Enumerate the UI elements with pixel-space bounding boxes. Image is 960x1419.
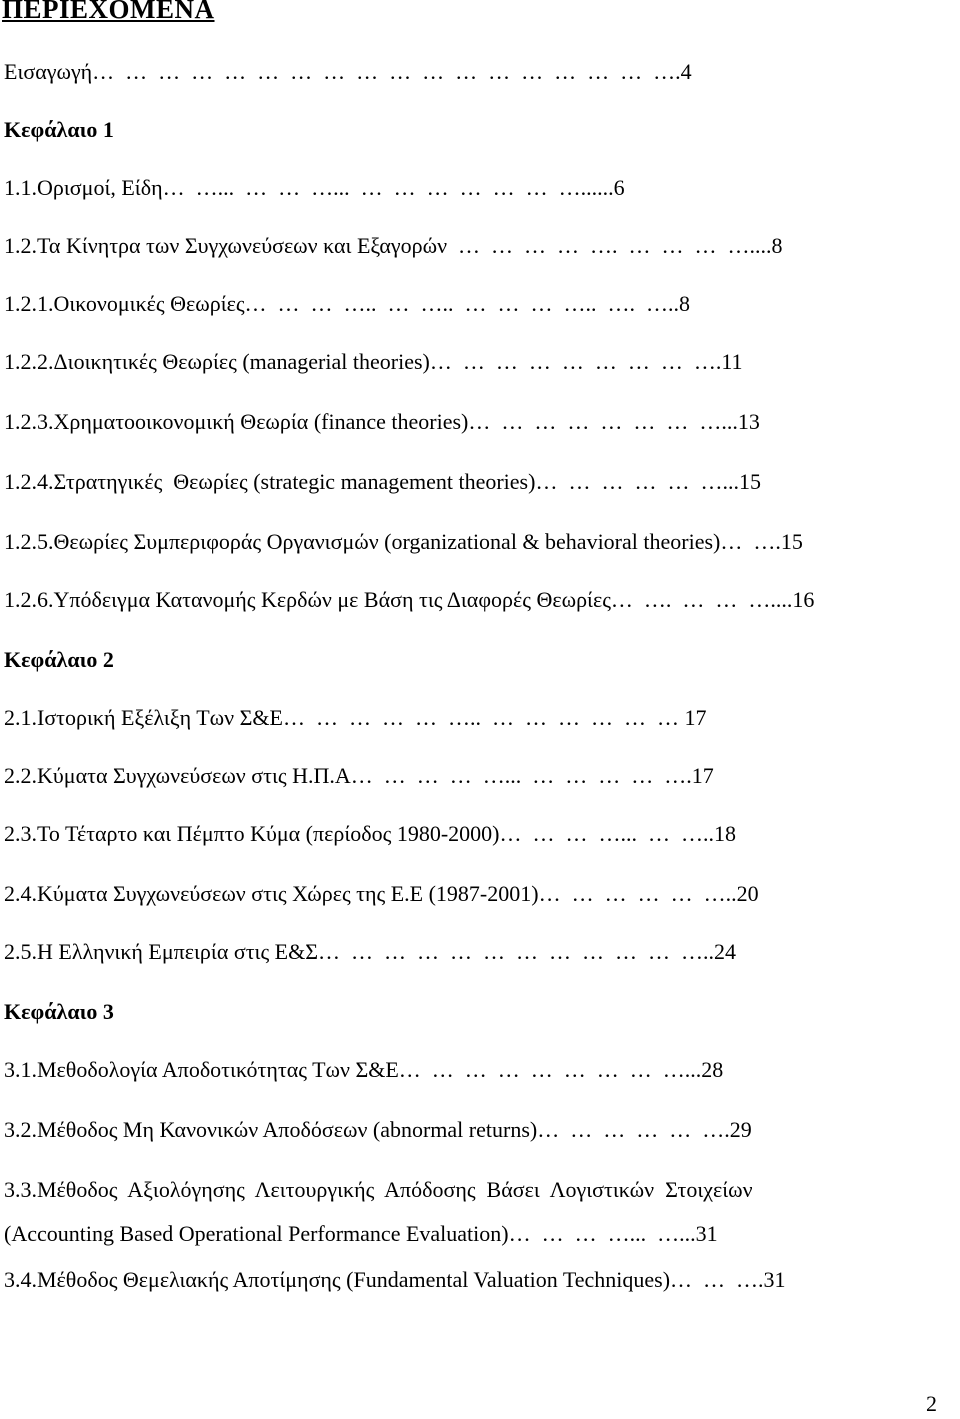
toc-entry-3-3: 3.3.Μέθοδος Αξιολόγησης Λειτουργικής Απόδοσης Βάσει Λογιστικών Στοιχείων: [4, 1177, 753, 1202]
toc-entry-1-2: 1.2.Τα Κίνητρα των Συγχωνεύσεων και Εξαγορών … … … … …. … … … …....8: [4, 233, 783, 258]
toc-entry-2-1: 2.1.Ιστορική Εξέλιξη Των Σ&Ε… … … … … ….. … … … … … … 17: [4, 705, 707, 730]
chapter-heading-1: Κεφάλαιο 1: [4, 117, 114, 142]
toc-entry-1-2-1: 1.2.1.Οικονομικές Θεωρίες… … … ….. … ….. … … … ….. …. …..8: [4, 291, 691, 316]
toc-entry-2-5: 2.5.Η Ελληνική Εμπειρία στις Ε&Σ… … … … … … … … … … … …..24: [4, 939, 737, 964]
toc-entry-1-2-5: 1.2.5.Θεωρίες Συμπεριφοράς Οργανισμών (organizational & behavioral theories)… ….15: [4, 529, 803, 554]
toc-entry-1-2-3: 1.2.3.Χρηματοοικονομική Θεωρία (finance theories)… … … … … … … …...13: [4, 409, 760, 434]
toc-entry-3-2: 3.2.Μέθοδος Μη Κανονικών Αποδόσεων (abnormal returns)… … … … … ….29: [4, 1117, 752, 1142]
page-title: ΠΕΡΙΕΧΟΜΕΝΑ: [2, 0, 215, 24]
toc-entry-1-2-2: 1.2.2.Διοικητικές Θεωρίες (managerial theories)… … … … … … … … ….11: [4, 349, 743, 374]
toc-entry-3-4: 3.4.Μέθοδος Θεμελιακής Αποτίμησης (Fundamental Valuation Techniques)… … ….31: [4, 1267, 786, 1292]
toc-entry-2-4: 2.4.Κύματα Συγχωνεύσεων στις Χώρες της Ε.Ε (1987-2001)… … … … … …..20: [4, 881, 759, 906]
toc-entry-1-1: 1.1.Ορισμοί, Είδη… …... … … …... … … … … … … …......6: [4, 175, 625, 200]
chapter-heading-2: Κεφάλαιο 2: [4, 647, 114, 672]
page-number: 2: [926, 1391, 937, 1416]
toc-entry-2-2: 2.2.Κύματα Συγχωνεύσεων στις Η.Π.Α… … … … …... … … … … ….17: [4, 763, 714, 788]
toc-entry-3-3-continued: (Accounting Based Operational Performance Evaluation)… … … …... …...31: [4, 1221, 718, 1246]
toc-entry-1-2-4: 1.2.4.Στρατηγικές Θεωρίες (strategic management theories)… … … … … …...15: [4, 469, 761, 494]
toc-entry-introduction: Εισαγωγή… … … … … … … … … … … … … … … … … ….4: [4, 59, 692, 84]
toc-entry-2-3: 2.3.Το Τέταρτο και Πέμπτο Κύμα (περίοδος 1980-2000)… … … …... … …..18: [4, 821, 736, 846]
chapter-heading-3: Κεφάλαιο 3: [4, 999, 114, 1024]
toc-entry-1-2-6: 1.2.6.Υπόδειγμα Κατανομής Κερδών με Βάση τις Διαφορές Θεωρίες… …. … … …....16: [4, 587, 815, 612]
toc-entry-3-1: 3.1.Μεθοδολογία Αποδοτικότητας Των Σ&Ε… … … … … … … … …...28: [4, 1057, 724, 1082]
